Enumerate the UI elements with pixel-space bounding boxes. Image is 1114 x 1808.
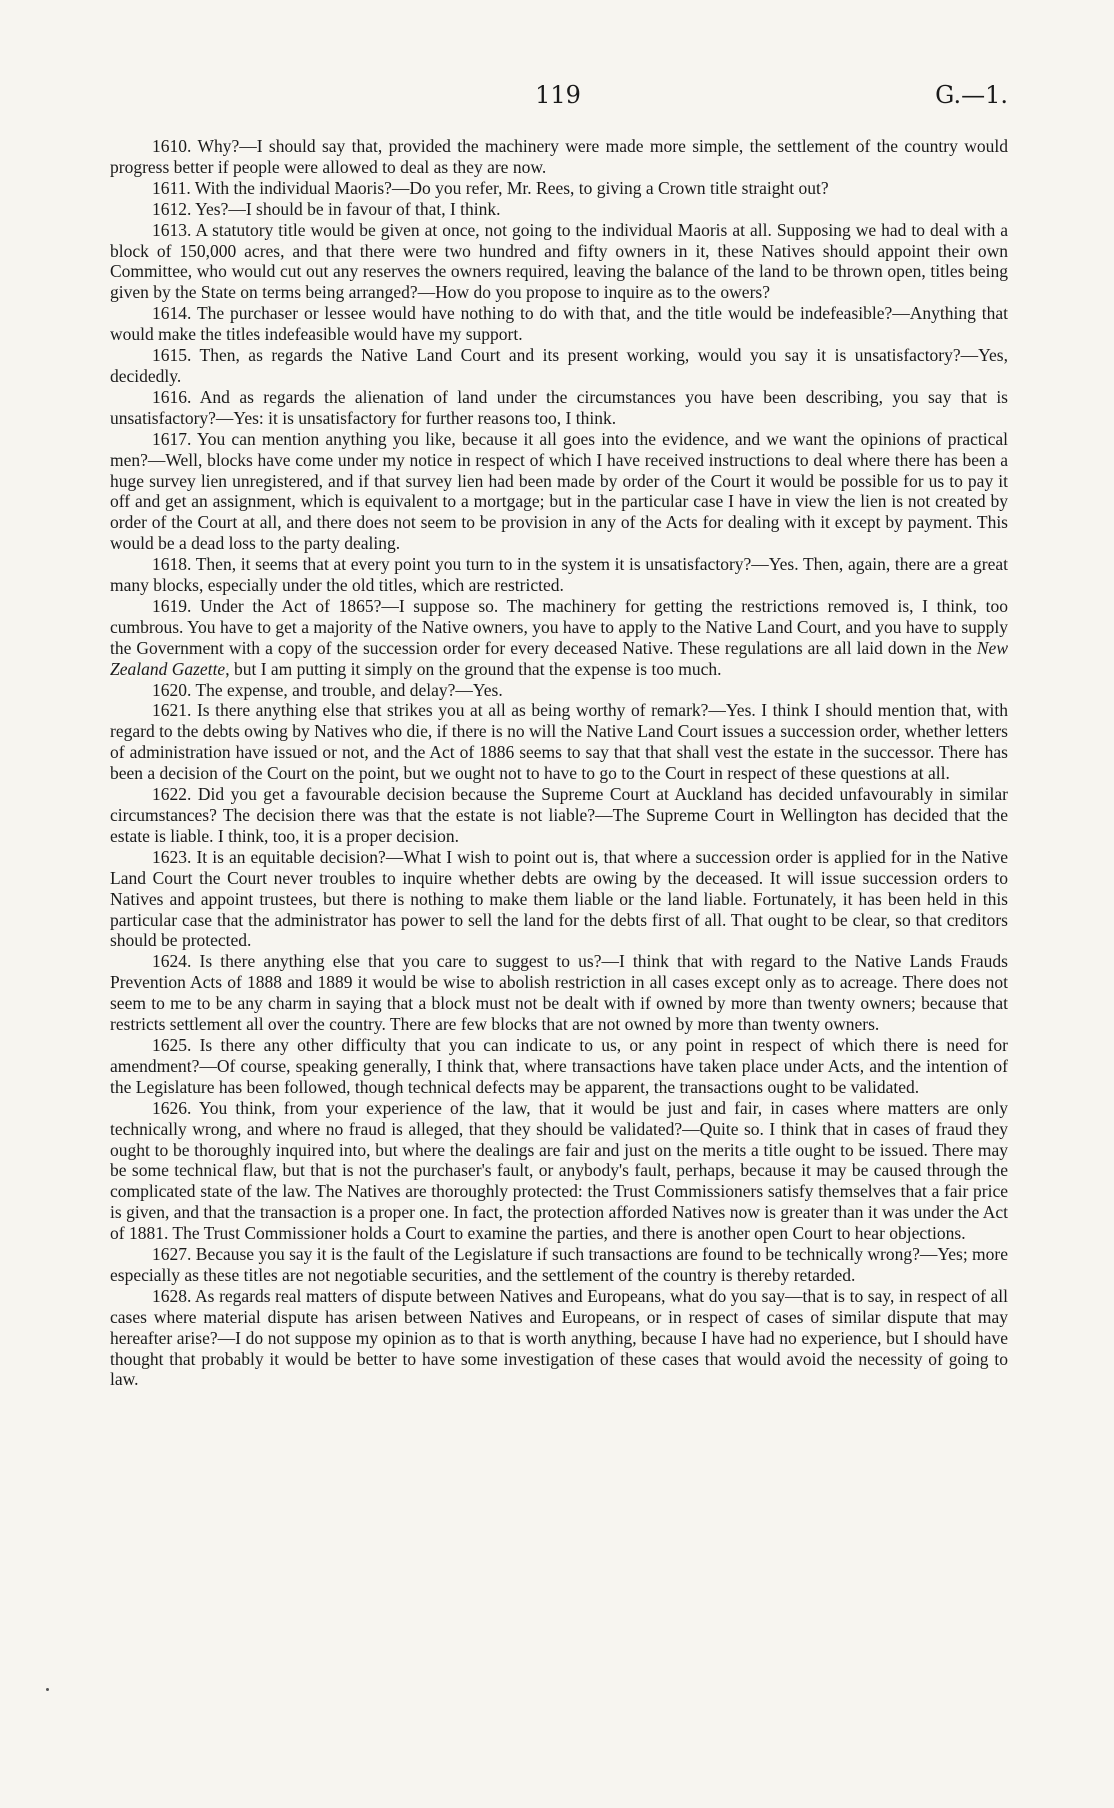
- paragraph-text: The expense, and trouble, and delay?—Yes.: [195, 679, 503, 700]
- question-number: 1617.: [152, 428, 192, 449]
- question-number: 1628.: [152, 1285, 192, 1306]
- paragraph-1624: [110, 951, 1008, 1035]
- document-body: [110, 136, 1008, 1390]
- paragraph-1615: [110, 345, 1008, 387]
- document-reference: G.—1.: [935, 81, 1008, 109]
- paragraph-1611: [110, 178, 1008, 199]
- question-number: 1618.: [152, 554, 192, 575]
- question-number: 1615.: [152, 345, 192, 366]
- paragraph-text: You think, from your experience of the law, that it would be just and fair, in cases where matters are only technically wrong, and where no fraud is alleged, that they should be validated?—Quite so. I think that in cases of fraud they ought to be thoroughly inquired into, but where the dealings are fair and just on the merits a title ought to be issued. There may be some technical flaw, but that is not the purchaser's fault, or anybody's fault, perhaps, because it may be caused through the complicated state of the law. The Natives are thoroughly protected: the Trust Commissioners satisfy themselves that a fair price is given, and that the transaction is a proper one. In fact, the protection afforded Natives now is greater than it was under the Act of 1881. The Trust Commissioner holds a Court to examine the parties, and there is another open Court to hear objections.: [110, 1097, 1008, 1244]
- paragraph-1618: [110, 554, 1008, 596]
- question-number: 1613.: [152, 219, 192, 240]
- paragraph-text: Did you get a favourable decision because the Supreme Court at Auckland has decided unfavourably in similar circumstances? The decision there was that the estate is not liable?—The Supreme Court in Wellington has decided that the estate is liable. I think, too, it is a proper decision.: [110, 784, 1009, 846]
- question-number: 1623.: [152, 846, 192, 867]
- question-number: 1619.: [152, 595, 192, 616]
- question-number: 1616.: [152, 386, 192, 407]
- paragraph-1627: [110, 1244, 1008, 1286]
- paragraph-1612: [110, 199, 1008, 220]
- paragraph-1621: [110, 700, 1008, 784]
- question-number: 1625.: [152, 1034, 192, 1055]
- gazette-title: New Zealand Gazette: [110, 637, 1008, 679]
- question-number: 1612.: [152, 198, 192, 219]
- paragraph-1619: [110, 596, 1008, 680]
- paragraph-1620: [110, 680, 1008, 701]
- paragraph-text: Because you say it is the fault of the Legislature if such transactions are found to be technically wrong?—Yes; more especially as these titles are not negotiable securities, and the settlement of the country is thereby retarded.: [110, 1244, 1009, 1285]
- paragraph-text: A statutory title would be given at once, not going to the individual Maoris at all. Supposing we had to deal with a block of 150,000 acres, and that there were two hundred and fifty owners in it, these Natives should appoint their own Committee, who would cut out any reserves the owners required, leaving the balance of the land to be thrown open, titles being given by the State on terms being arranged?—How do you propose to inquire as to the owers?: [110, 219, 1008, 303]
- question-number: 1624.: [152, 951, 192, 972]
- paragraph-text: And as regards the alienation of land under the circumstances you have been describing, you say that is unsatisfactory?—Yes: it is unsatisfactory for further reasons too, I think.: [110, 386, 1008, 428]
- paragraph-text: Under the Act of 1865?—I suppose so. The machinery for getting the restrictions removed is, I think, too cumbrous. You have to get a majority of the Native owners, you have to apply to the Native Land Court, and you have to supply the Government with a copy of the succession order for every deceased Native. These regulations are all laid down in the: [110, 595, 1008, 658]
- paragraph-1622: [110, 784, 1008, 847]
- margin-speck: [46, 1688, 49, 1691]
- paragraph-text: Is there any other difficulty that you can indicate to us, or any point in respect of which there is need for amendment?—Of course, speaking generally, I think that, where transactions have taken place under Acts, and the intention of the Legislature has been followed, though technical defects may be apparent, the transactions ought to be validated.: [110, 1034, 1009, 1097]
- question-number: 1626.: [152, 1097, 192, 1118]
- paragraph-text: The purchaser or lessee would have nothing to do with that, and the title would be indefeasible?—Anything that would make the titles indefeasible would have my support.: [110, 303, 1009, 345]
- paragraph-1625: [110, 1035, 1008, 1098]
- question-number: 1610.: [152, 136, 192, 156]
- paragraph-text: It is an equitable decision?—What I wish to point out is, that where a succession order is applied for in the Native Land Court the Court never troubles to inquire whether debts are owing by the deceased. It will issue succession orders to Natives and appoint trustees, but there is nothing to make them liable or the land liable. Fortunately, it has been held in this particular case that the administrator has power to sell the land for the debts first of all. That ought to be clear, so that creditors should be protected.: [110, 846, 1009, 951]
- paragraph-text: Then, it seems that at every point you turn to in the system it is unsatisfactory?—Yes. Then, again, there are a great many blocks, especially under the old titles, which are restricted.: [110, 554, 1009, 596]
- question-number: 1622.: [152, 784, 192, 805]
- paragraph-1626: [110, 1098, 1008, 1244]
- paragraph-text: Why?—I should say that, provided the machinery were made more simple, the settlement of the country would progress better if people were allowed to deal as they are now.: [110, 136, 1008, 177]
- paragraph-1616: [110, 387, 1008, 429]
- question-number: 1611.: [152, 177, 191, 198]
- paragraph-1617: [110, 429, 1008, 554]
- paragraph-text: Is there anything else that strikes you at all as being worthy of remark?—Yes. I think I should mention that, with regard to the debts owing by Natives who die, if there is no will the Native Land Court issues a succession order, whether letters of administration have issued or not, and the Act of 1886 seems to say that that shall vest the estate in the successor. There has been a decision of the Court on the point, but we ought not to have to go to the Court in respect of these questions at all.: [110, 700, 1008, 784]
- page-number: 119: [535, 81, 581, 109]
- question-number: 1614.: [152, 303, 192, 324]
- paragraph-text: Yes?—I should be in favour of that, I think.: [195, 198, 501, 219]
- paragraph-1628: [110, 1286, 1008, 1391]
- question-number: 1621.: [152, 700, 192, 721]
- paragraph-1610: [110, 136, 1008, 178]
- paragraph-1623: [110, 847, 1008, 952]
- paragraph-text: You can mention anything you like, because it all goes into the evidence, and we want the opinions of practical men?—Well, blocks have come under my notice in respect of which I have received instructions to deal where there has been a huge survey lien unregistered, and if that survey lien had been made by order of the Court it would be possible for us to pay it off and get an assignment, which is equivalent to a mortgage; but in the particular case I have in view the lien is not created by order of the Court at all, and there does not seem to be provision in any of the Acts for dealing with it except by payment. This would be a dead loss to the party dealing.: [110, 428, 1008, 554]
- paragraph-text: Then, as regards the Native Land Court and its present working, would you say it is unsatisfactory?—Yes, decidedly.: [110, 345, 1008, 386]
- paragraph-text: As regards real matters of dispute between Natives and Europeans, what do you say—that is to say, in respect of all cases where material dispute has arisen between Natives and Europeans, or in respect of cases of similar dispute that may hereafter arise?—I do not suppose my opinion as to that is worth anything, because I have had no experience, but I should have thought that probably it would be better to have some investigation of these cases that would avoid the necessity of going to law.: [110, 1285, 1008, 1390]
- paragraph-1613: [110, 220, 1008, 304]
- paragraph-text: Is there anything else that you care to suggest to us?—I think that with regard to the Native Lands Frauds Prevention Acts of 1888 and 1889 it would be wise to abolish restriction in all cases except only as to acreage. There does not seem to me to be any charm in saying that a block must not be dealt with if owned by more than twenty owners; because that restricts settlement all over the country. There are few blocks that are not owned by more than twenty owners.: [110, 951, 1008, 1035]
- question-number: 1620.: [152, 679, 192, 700]
- paragraph-1614: [110, 303, 1008, 345]
- question-number: 1627.: [152, 1244, 192, 1265]
- paragraph-text: , but I am putting it simply on the ground that the expense is too much.: [225, 658, 722, 679]
- page-header: [108, 78, 1008, 112]
- paragraph-text: With the individual Maoris?—Do you refer, Mr. Rees, to giving a Crown title straight out?: [194, 177, 829, 198]
